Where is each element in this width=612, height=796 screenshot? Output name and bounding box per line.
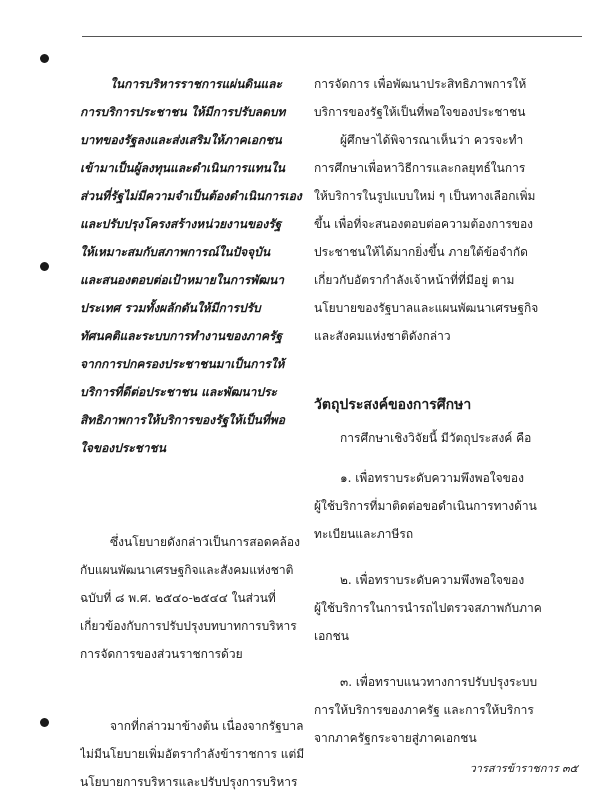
text-line: ฉบับที่ ๘ พ.ศ. ๒๕๔๐-๒๕๔๔ ในส่วนที่: [80, 591, 276, 605]
text-line: เกี่ยวกับอัตรากำลังเจ้าหน้าที่ที่มีอยู่ ตาม: [314, 273, 515, 287]
policy-paragraph: [80, 70, 308, 462]
text-line: ให้เหมาะสมกับสภาพการณ์ในปัจจุบัน: [80, 245, 271, 259]
text-line: การจัดการของส่วนราชการด้วย: [80, 647, 243, 661]
objective-item-2: [314, 566, 576, 650]
text-line: การศึกษาเพื่อหาวิธีการและกลยุทธ์ในการ: [314, 161, 526, 175]
text-line: นโยบายของรัฐบาลและแผนพัฒนาเศรษฐกิจ: [314, 301, 539, 315]
top-rule: [82, 36, 582, 37]
text-line: กับแผนพัฒนาเศรษฐกิจและสังคมแห่งชาติ: [80, 563, 294, 577]
objective-item-3: [314, 668, 576, 752]
text-line: ผู้ใช้บริการในการนำรถไปตรวจสภาพกับภาค: [314, 601, 542, 615]
background-paragraph: [80, 712, 308, 796]
left-column: [80, 70, 308, 796]
text-line: ทะเบียนและภาษีรถ: [314, 527, 414, 541]
text-line: ให้บริการในรูปแบบใหม่ ๆ เป็นทางเลือกเพิ่ม: [314, 189, 536, 203]
text-line: เข้ามาเป็นผู้ลงทุนและดำเนินการแทนใน: [80, 161, 285, 175]
text-line: ประชาชนให้ได้มากยิ่งขึ้น ภายใต้ข้อจำกัด: [314, 245, 528, 259]
text-line: เกี่ยวข้องกับการปรับปรุงบทบาทการบริหาร: [80, 619, 297, 633]
text-line: ทัศนคติและระบบการทำงานของภาครัฐ: [80, 329, 283, 343]
text-line: ใจของประชาชน: [80, 441, 166, 455]
text-line: ๓. เพื่อทราบแนวทางการปรับปรุงระบบ: [340, 675, 538, 689]
text-line: ผู้ศึกษาได้พิจารณาเห็นว่า ควรจะทำ: [340, 133, 524, 147]
text-line: จากภาครัฐกระจายสู่ภาคเอกชน: [314, 731, 477, 745]
right-column: [314, 70, 576, 752]
text-line: ขึ้น เพื่อที่จะสนองตอบต่อความต้องการของ: [314, 217, 534, 231]
punch-hole-mark: [40, 54, 49, 63]
text-line: เอกชน: [314, 629, 349, 643]
punch-hole-mark: [40, 718, 49, 727]
text-line: ๑. เพื่อทราบระดับความพึงพอใจของ: [340, 471, 524, 485]
page-footer: วารสารข้าราชการ ๓๕: [469, 762, 578, 775]
text-line: และสังคมแห่งชาติดังกล่าว: [314, 329, 451, 343]
text-line: การให้บริการของภาครัฐ และการให้บริการ: [314, 703, 534, 717]
text-line: การจัดการ เพื่อพัฒนาประสิทธิภาพการให้: [314, 77, 527, 91]
text-line: บาทของรัฐลงและส่งเสริมให้ภาคเอกชน: [80, 133, 282, 147]
rationale-paragraph: [314, 126, 576, 350]
text-line: บริการของรัฐให้เป็นที่พอใจของประชาชน: [314, 105, 526, 119]
text-line: นโยบายการบริหารและปรับปรุงการบริหาร: [80, 775, 298, 789]
text-line: ไม่มีนโยบายเพิ่มอัตรากำลังข้าราชการ แต่มี: [80, 747, 305, 761]
objectives-intro: การศึกษาเชิงวิจัยนี้ มีวัตถุประสงค์ คือ: [340, 431, 532, 445]
continuation-paragraph: [314, 70, 576, 126]
text-line: จากการปกครองประชาชนมาเป็นการให้: [80, 357, 285, 371]
text-line: จากที่กล่าวมาข้างต้น เนื่องจากรัฐบาล: [110, 719, 304, 733]
text-line: บริการที่ดีต่อประชาชน และพัฒนาประ: [80, 385, 277, 399]
text-line: ส่วนที่รัฐไม่มีความจำเป็นต้องดำเนินการเอง: [80, 189, 302, 203]
text-line: การบริการประชาชน ให้มีการปรับลดบท: [80, 105, 286, 119]
text-line: ๒. เพื่อทราบระดับความพึงพอใจของ: [340, 573, 525, 587]
section-heading: วัตถุประสงค์ของการศึกษา: [314, 397, 472, 413]
text-line: ประเทศ รวมทั้งผลักดันให้มีการปรับ: [80, 301, 261, 315]
plan-paragraph: [80, 528, 308, 668]
text-line: ผู้ใช้บริการที่มาติดต่อขอดำเนินการทางด้าน: [314, 499, 537, 513]
text-line: ในการบริหารราชการแผ่นดินและ: [110, 77, 282, 91]
punch-hole-mark: [40, 262, 49, 271]
text-line: สิทธิภาพการให้บริการของรัฐให้เป็นที่พอ: [80, 413, 285, 427]
text-line: ซึ่งนโยบายดังกล่าวเป็นการสอดคล้อง: [110, 535, 300, 549]
text-line: และสนองตอบต่อเป้าหมายในการพัฒนา: [80, 273, 284, 287]
objective-item-1: [314, 464, 576, 548]
text-line: และปรับปรุงโครงสร้างหน่วยงานของรัฐ: [80, 217, 282, 231]
